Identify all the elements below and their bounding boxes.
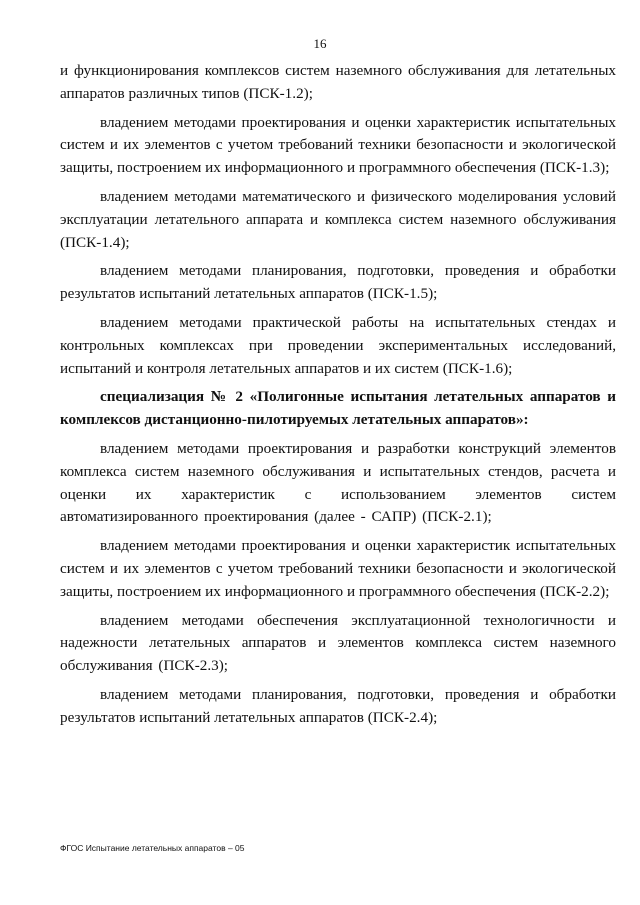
paragraph-psk-1-6: владением методами практической работы на испытательных стендах и контрольных комплексах при проведении экспериментальных исследований, испытаний и контроля летательных аппаратов и их систем (ПСК-1.6); <box>60 313 616 377</box>
specialization-2-heading: специализация № 2 «Полигонные испытания летательных аппаратов и комплексов дистанционно-пилотируемых летательных аппаратов»: <box>60 388 616 429</box>
paragraph-psk-1-5: владением методами планирования, подготовки, проведения и обработки результатов испытаний летательных аппаратов (ПСК-1.5); <box>60 262 616 303</box>
page-number: 16 <box>313 36 327 51</box>
paragraph-psk-1-3: владением методами проектирования и оценки характеристик испытательных систем и их элементов с учетом требований техники безопасности и экологической защиты, построением их информационного и программного обеспечения (ПСК-1.3); <box>60 113 616 177</box>
paragraph-psk-2-3: владением методами обеспечения эксплуатационной технологичности и надежности летательных аппаратов и элементов комплекса систем наземного обслуживания (ПСК-2.3); <box>60 611 616 675</box>
paragraph-psk-2-1: владением методами проектирования и разработки конструкций элементов комплекса систем наземного обслуживания и испытательных стендов, расчета и оценки их характеристик с использованием элементов систем автоматизированного проектирования (далее - САПР) (ПСК-2.1); <box>60 439 616 526</box>
paragraph-psk-2-2: владением методами проектирования и оценки характеристик испытательных систем и их элементов с учетом требований техники безопасности и экологической защиты, построением их информационного и программного обеспечения (ПСК-2.2); <box>60 537 616 600</box>
paragraph-psk-1-4: владением методами математического и физического моделирования условий эксплуатации летательного аппарата и комплекса систем наземного обслуживания (ПСК-1.4); <box>60 187 616 251</box>
document-footer: ФГОС Испытание летательных аппаратов – 05 <box>60 843 245 853</box>
document-body <box>60 60 616 736</box>
paragraph-psk-2-4: владением методами планирования, подготовки, проведения и обработки результатов испытаний летательных аппаратов (ПСК-2.4); <box>60 685 616 726</box>
paragraph-psk-1-2: и функционирования комплексов систем наземного обслуживания для летательных аппаратов различных типов (ПСК-1.2); <box>60 62 616 102</box>
